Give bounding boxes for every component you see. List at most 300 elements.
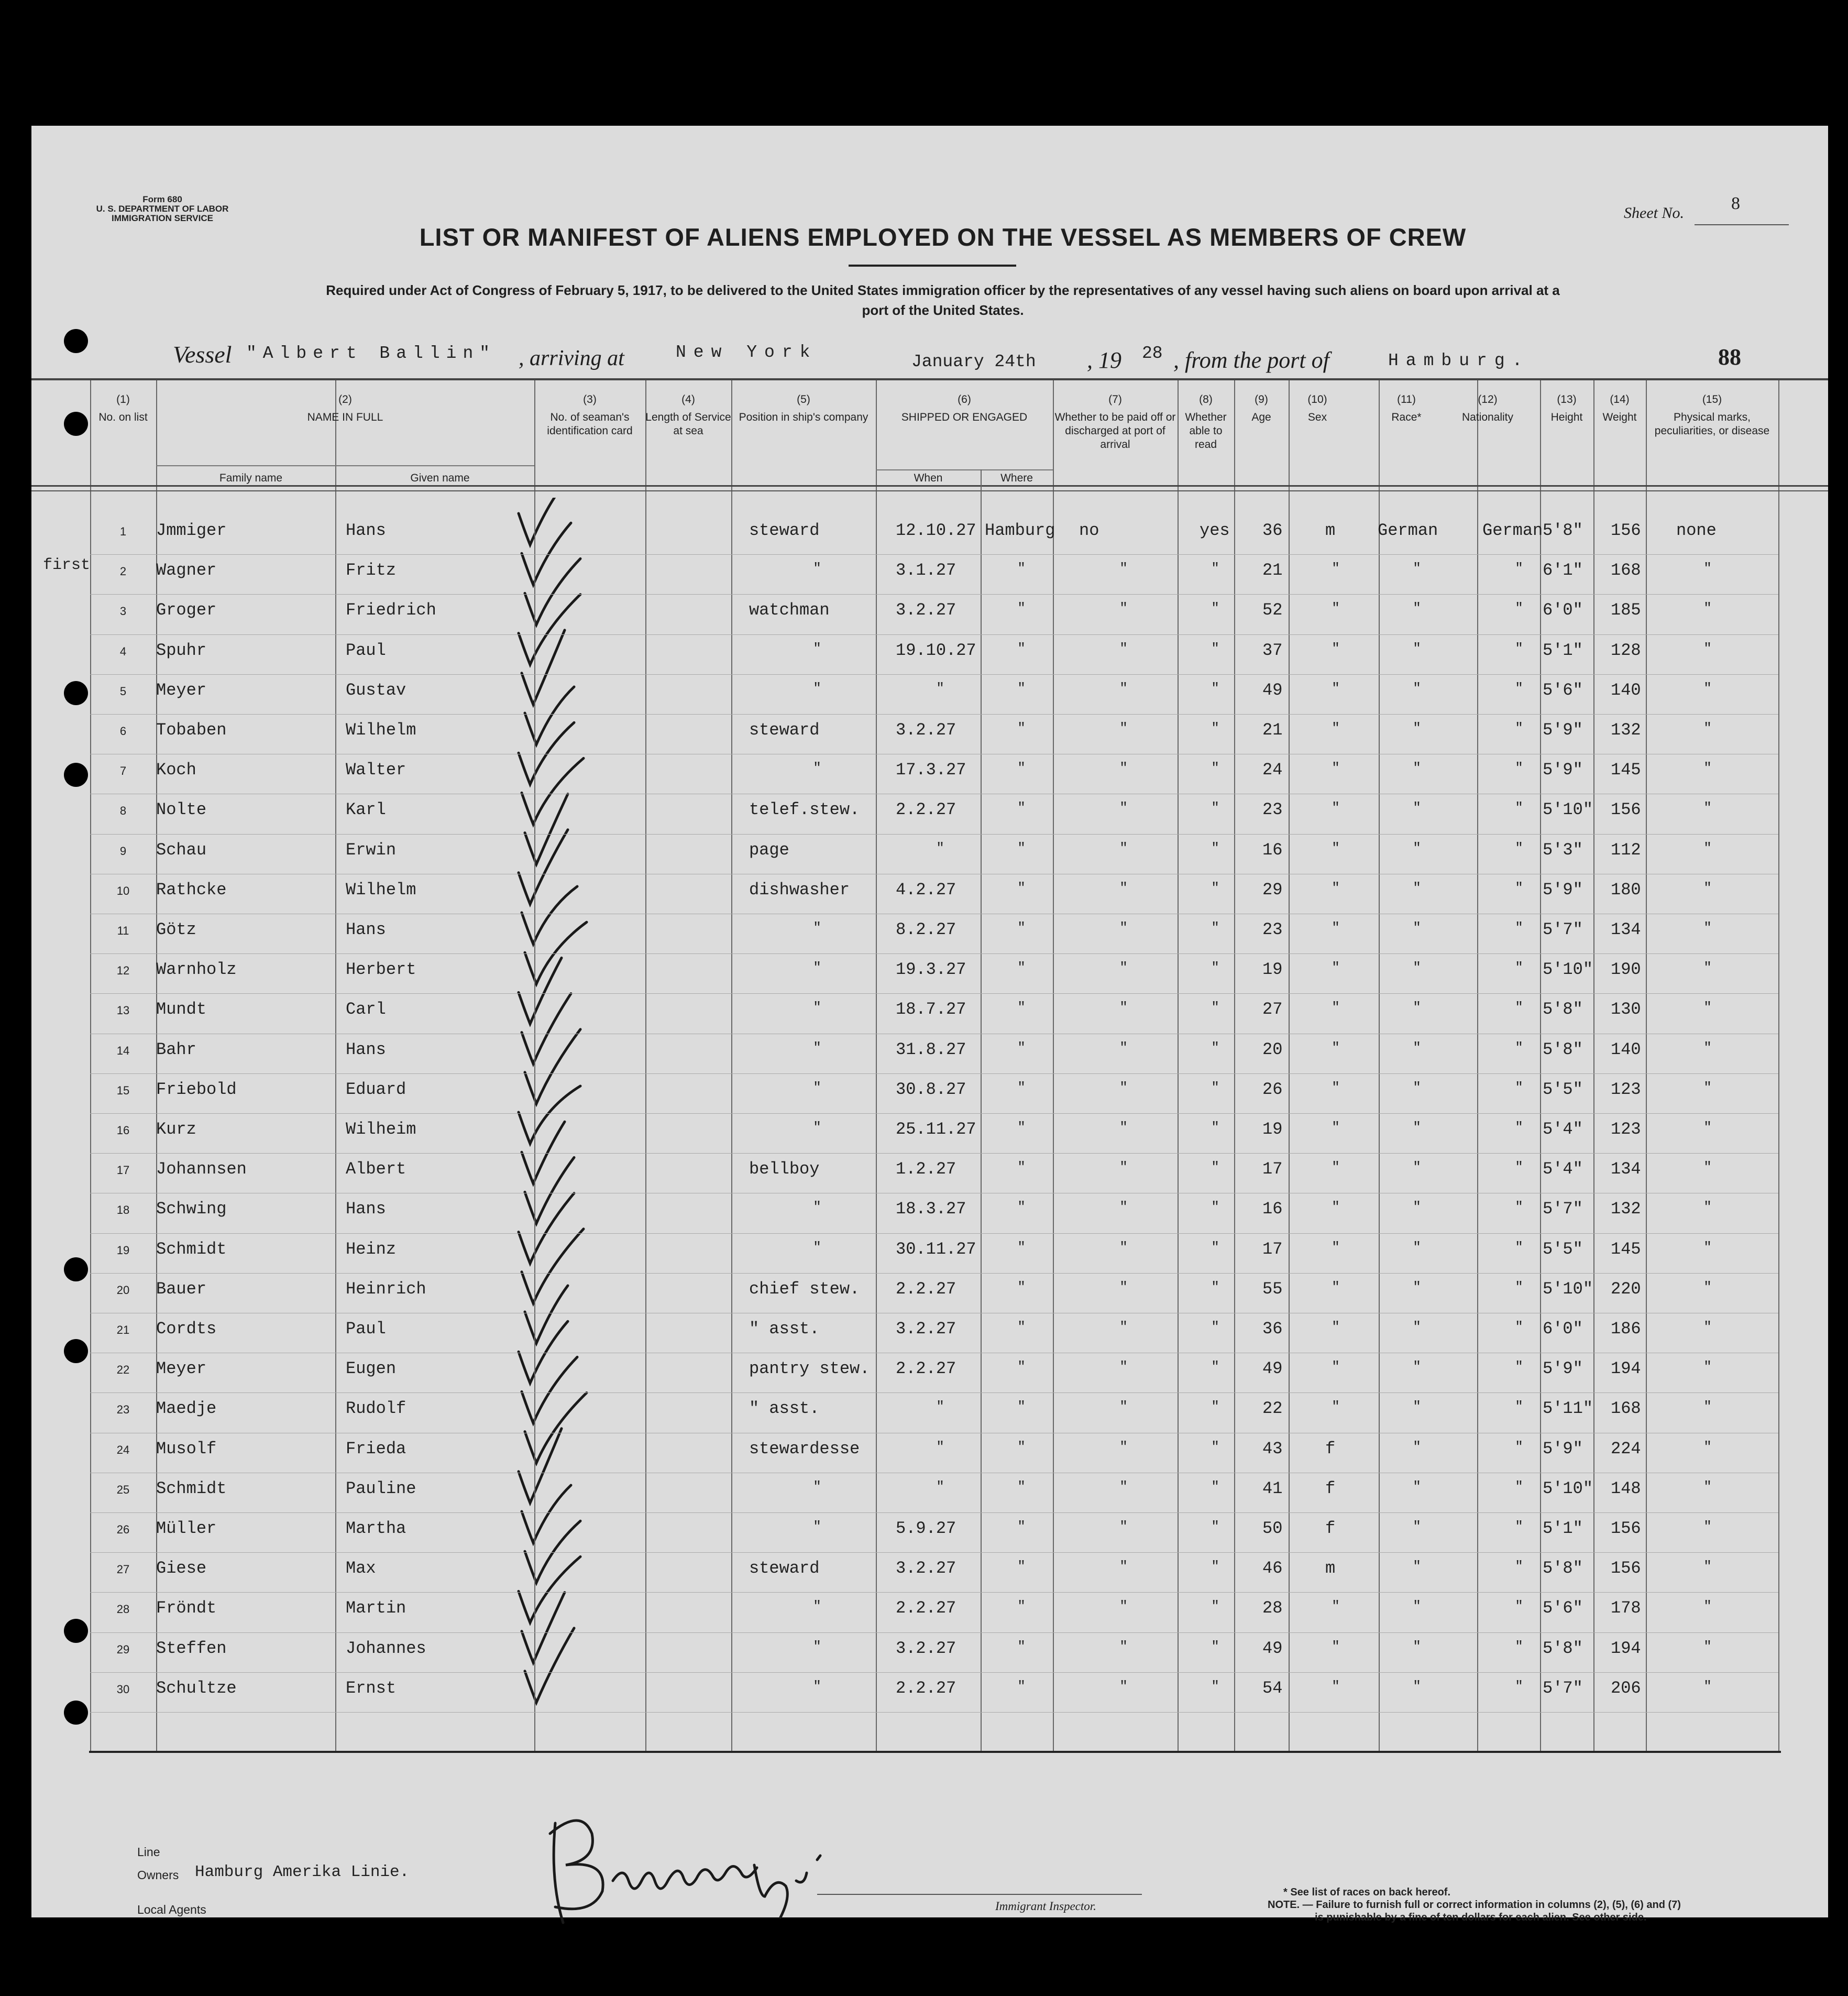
paid-off: ": [1119, 641, 1128, 656]
race: ": [1413, 840, 1421, 856]
arrival-date: January 24th: [911, 352, 1036, 371]
age: 17: [1262, 1159, 1283, 1179]
able-to-read: ": [1211, 1519, 1219, 1534]
nationality: ": [1515, 1279, 1523, 1295]
shipped-when: 3.2.27: [896, 1319, 956, 1339]
check-mark: [522, 1229, 584, 1303]
physical-marks: ": [1703, 1040, 1712, 1056]
age: 29: [1262, 880, 1283, 900]
able-to-read: ": [1211, 760, 1219, 776]
physical-marks: ": [1703, 641, 1712, 656]
row-number: 11: [117, 924, 129, 937]
physical-marks: ": [1703, 1080, 1712, 1095]
nationality: ": [1515, 1598, 1523, 1614]
able-to-read: ": [1211, 1639, 1219, 1654]
height: 5'9": [1543, 1359, 1583, 1378]
row-rule: [90, 1512, 1778, 1513]
paid-off: ": [1119, 1120, 1128, 1135]
row-number: 7: [119, 764, 127, 777]
table-bottom-rule: [89, 1751, 1781, 1753]
weight: 220: [1611, 1279, 1641, 1299]
able-to-read: ": [1211, 681, 1219, 696]
physical-marks: ": [1703, 1399, 1712, 1414]
position: ": [813, 1639, 821, 1654]
shipped-when: 1.2.27: [896, 1159, 956, 1179]
weight: 180: [1611, 880, 1641, 900]
nationality: ": [1515, 1559, 1523, 1574]
height: 5'3": [1543, 840, 1583, 860]
age: 24: [1262, 760, 1283, 780]
header-when: When: [914, 472, 943, 484]
row-number: 20: [116, 1284, 130, 1297]
shipped-where: ": [1017, 760, 1026, 776]
nationality: ": [1515, 561, 1523, 576]
department-name: U. S. DEPARTMENT OF LABOR: [96, 204, 229, 214]
column-number: (14): [1610, 393, 1630, 405]
sex: ": [1332, 1159, 1340, 1175]
race: ": [1413, 1199, 1421, 1215]
penalty-note: NOTE. — Failure to furnish full or correct information in columns (2), (5), (6) and (7): [1268, 1899, 1681, 1911]
family-name: Götz: [156, 920, 196, 939]
shipped-when: 3.1.27: [896, 561, 956, 580]
sex: ": [1332, 800, 1340, 816]
height: 5'4": [1543, 1159, 1583, 1179]
position: ": [813, 681, 821, 696]
position: ": [813, 920, 821, 936]
shipped-subheader-rule: [876, 469, 1053, 470]
sex: ": [1332, 1359, 1340, 1375]
shipped-when: 3.2.27: [896, 600, 956, 620]
shipped-where: ": [1017, 1279, 1026, 1295]
position: ": [813, 1240, 821, 1255]
weight: 140: [1611, 681, 1641, 700]
able-to-read: ": [1211, 1439, 1219, 1455]
punch-hole: [64, 681, 88, 705]
margin-note: first: [43, 556, 91, 574]
row-rule: [90, 953, 1778, 954]
able-to-read: ": [1211, 920, 1219, 936]
sex: ": [1332, 1279, 1340, 1295]
age: 43: [1262, 1439, 1283, 1458]
nationality: ": [1515, 1199, 1523, 1215]
age: 28: [1262, 1598, 1283, 1618]
row-number: 5: [119, 685, 127, 698]
race: ": [1413, 1559, 1421, 1574]
position: ": [813, 1199, 821, 1215]
physical-marks: ": [1703, 681, 1712, 696]
physical-marks: ": [1703, 1279, 1712, 1295]
family-name: Fröndt: [156, 1598, 217, 1618]
sex: ": [1332, 720, 1340, 736]
name-subheader-rule: [156, 465, 534, 466]
weight: 168: [1611, 1399, 1641, 1418]
header-sex: [1289, 393, 1346, 424]
inspector-label: Immigrant Inspector.: [995, 1900, 1096, 1913]
physical-marks: ": [1703, 1359, 1712, 1375]
shipped-when: 31.8.27: [896, 1040, 966, 1059]
column-number: (2): [338, 393, 352, 405]
given-name: Rudolf: [346, 1399, 406, 1418]
family-name: Musolf: [156, 1439, 217, 1458]
family-name: Steffen: [156, 1639, 227, 1658]
sex: ": [1332, 1598, 1340, 1614]
shipped-when: 2.2.27: [896, 1359, 956, 1378]
physical-marks: ": [1703, 1679, 1712, 1694]
header-bottom-rule: [31, 490, 1828, 491]
able-to-read: ": [1211, 1199, 1219, 1215]
race: ": [1413, 641, 1421, 656]
shipped-when: 30.8.27: [896, 1080, 966, 1099]
column-number: (15): [1702, 393, 1722, 405]
physical-marks: ": [1703, 920, 1712, 936]
shipped-when: 2.2.27: [896, 800, 956, 819]
header-weight: [1593, 393, 1646, 424]
list-number: 88: [1718, 344, 1741, 370]
height: 6'0": [1543, 600, 1583, 620]
physical-marks: ": [1703, 1519, 1712, 1534]
physical-marks: none: [1676, 521, 1717, 540]
check-mark: [525, 1286, 568, 1343]
header-physical-marks: [1646, 393, 1778, 438]
row-number: 26: [116, 1523, 130, 1536]
position: ": [813, 1598, 821, 1614]
check-mark: [522, 758, 584, 824]
sex: ": [1332, 1319, 1340, 1335]
column-number: (5): [797, 393, 810, 405]
nationality: ": [1515, 1080, 1523, 1095]
shipped-when: 2.2.27: [896, 1598, 956, 1618]
paid-off: ": [1119, 600, 1128, 616]
family-name: Schwing: [156, 1199, 227, 1219]
given-name: Carl: [346, 1000, 386, 1019]
age: 52: [1262, 600, 1283, 620]
weight: 156: [1611, 800, 1641, 819]
race: ": [1413, 681, 1421, 696]
check-mark: [525, 1628, 574, 1703]
column-number: (12): [1478, 393, 1498, 405]
nationality: ": [1515, 760, 1523, 776]
weight: 130: [1611, 1000, 1641, 1019]
owners-label: Owners: [137, 1868, 179, 1882]
height: 5'8": [1543, 521, 1583, 540]
weight: 123: [1611, 1120, 1641, 1139]
race: ": [1413, 1319, 1421, 1335]
position: ": [813, 1080, 821, 1095]
position: ": [813, 760, 821, 776]
paid-off: ": [1119, 760, 1128, 776]
age: 23: [1262, 800, 1283, 819]
check-mark: [522, 1593, 565, 1663]
height: 5'1": [1543, 641, 1583, 660]
row-number: 10: [116, 884, 130, 897]
shipped-where: ": [1017, 1120, 1026, 1135]
position: stewardesse: [749, 1439, 860, 1458]
column-label: Whether able to read: [1185, 411, 1227, 451]
nationality: ": [1515, 720, 1523, 736]
header-rule: [31, 378, 1828, 380]
race: ": [1413, 1399, 1421, 1414]
paid-off: ": [1119, 840, 1128, 856]
family-name: Friebold: [156, 1080, 237, 1099]
header-position: [731, 393, 876, 424]
column-label: Position in ship's company: [739, 411, 868, 423]
given-name: Paul: [346, 1319, 386, 1339]
position: telef.stew.: [749, 800, 860, 819]
punch-hole: [64, 1339, 88, 1363]
form-id: [94, 195, 230, 223]
family-name: Mundt: [156, 1000, 207, 1019]
given-name: Eduard: [346, 1080, 406, 1099]
paid-off: ": [1119, 1679, 1128, 1694]
height: 5'8": [1543, 1000, 1583, 1019]
sheet-number: 8: [1731, 194, 1740, 213]
given-name: Pauline: [346, 1479, 416, 1498]
weight: 168: [1611, 561, 1641, 580]
race: ": [1413, 1240, 1421, 1255]
shipped-where: ": [1017, 1479, 1026, 1495]
shipped-when: ": [936, 681, 944, 696]
family-name: Spuhr: [156, 641, 207, 660]
age: 54: [1262, 1679, 1283, 1698]
able-to-read: ": [1211, 1479, 1219, 1495]
age: 37: [1262, 641, 1283, 660]
paid-off: ": [1119, 1240, 1128, 1255]
age: 19: [1262, 1120, 1283, 1139]
shipped-where: ": [1017, 1598, 1026, 1614]
given-name: Fritz: [346, 561, 397, 580]
paid-off: ": [1119, 920, 1128, 936]
inspector-signature: [534, 1802, 828, 1933]
row-number: 12: [116, 964, 130, 977]
family-name: Tobaben: [156, 720, 227, 740]
given-name: Albert: [346, 1159, 406, 1179]
height: 6'0": [1543, 1319, 1583, 1339]
nationality: ": [1515, 880, 1523, 896]
height: 5'9": [1543, 880, 1583, 900]
row-rule: [90, 1712, 1778, 1713]
sex: ": [1332, 1399, 1340, 1414]
punch-hole: [64, 329, 88, 353]
paid-off: ": [1119, 960, 1128, 975]
shipped-where: ": [1017, 1679, 1026, 1694]
race: ": [1413, 1359, 1421, 1375]
shipped-where: ": [1017, 1159, 1026, 1175]
row-number: 3: [119, 605, 127, 618]
height: 5'10": [1543, 960, 1593, 979]
weight: 140: [1611, 1040, 1641, 1059]
age: 23: [1262, 920, 1283, 939]
weight: 132: [1611, 1199, 1641, 1219]
position: watchman: [749, 600, 830, 620]
paid-off: ": [1119, 681, 1128, 696]
weight: 190: [1611, 960, 1641, 979]
paid-off: ": [1119, 1479, 1128, 1495]
shipped-where: ": [1017, 1399, 1026, 1414]
height: 5'9": [1543, 720, 1583, 740]
shipped-when: 2.2.27: [896, 1279, 956, 1299]
physical-marks: ": [1703, 720, 1712, 736]
nationality: ": [1515, 1240, 1523, 1255]
height: 5'7": [1543, 1679, 1583, 1698]
row-number: 17: [116, 1164, 130, 1177]
paid-off: ": [1119, 561, 1128, 576]
physical-marks: ": [1703, 960, 1712, 975]
position: page: [749, 840, 789, 860]
position: bellboy: [749, 1159, 820, 1179]
race: ": [1413, 920, 1421, 936]
given-name: Hans: [346, 1040, 386, 1059]
row-rule: [90, 993, 1778, 994]
shipped-when: 19.3.27: [896, 960, 966, 979]
family-name: Groger: [156, 600, 217, 620]
nationality: ": [1515, 1639, 1523, 1654]
race: ": [1413, 760, 1421, 776]
header-family-name: Family name: [219, 472, 283, 484]
shipped-where: Hamburg: [985, 521, 1055, 540]
check-mark: [525, 1157, 574, 1223]
punch-hole: [64, 1619, 88, 1643]
shipped-when: 30.11.27: [896, 1240, 976, 1259]
header-nationality: [1425, 393, 1550, 424]
check-mark: [525, 794, 568, 864]
paid-off: ": [1119, 1519, 1128, 1534]
weight: 156: [1611, 1559, 1641, 1578]
nationality: ": [1515, 1040, 1523, 1056]
height: 5'5": [1543, 1080, 1583, 1099]
row-rule: [90, 834, 1778, 835]
vessel-label: Vessel: [173, 341, 232, 368]
race: ": [1413, 561, 1421, 576]
row-rule: [90, 1552, 1778, 1553]
given-name: Martin: [346, 1598, 406, 1618]
row-rule: [90, 634, 1778, 635]
paid-off: ": [1119, 1399, 1128, 1414]
height: 5'11": [1543, 1399, 1593, 1418]
race: German: [1378, 521, 1438, 540]
sex: f: [1325, 1439, 1336, 1458]
nationality: ": [1515, 681, 1523, 696]
voyage-line: [173, 341, 1786, 372]
weight: 132: [1611, 720, 1641, 740]
shipped-when: ": [936, 840, 944, 856]
nationality: ": [1515, 1479, 1523, 1495]
nationality: ": [1515, 800, 1523, 816]
row-rule: [90, 1592, 1778, 1593]
shipped-when: 8.2.27: [896, 920, 956, 939]
able-to-read: ": [1211, 1120, 1219, 1135]
shipped-where: ": [1017, 1199, 1026, 1215]
family-name: Giese: [156, 1559, 207, 1578]
header-id-card: [534, 393, 645, 438]
position: " asst.: [749, 1319, 820, 1339]
shipped-when: 4.2.27: [896, 880, 956, 900]
header-shipped-engaged: [876, 393, 1053, 424]
race: ": [1413, 1639, 1421, 1654]
given-name: Eugen: [346, 1359, 397, 1378]
age: 16: [1262, 840, 1283, 860]
family-name: Müller: [156, 1519, 217, 1538]
position: ": [813, 1040, 821, 1056]
weight: 112: [1611, 840, 1641, 860]
nationality: ": [1515, 1359, 1523, 1375]
column-number: (9): [1255, 393, 1268, 405]
column-label: Weight: [1602, 411, 1637, 423]
family-name: Maedje: [156, 1399, 217, 1418]
age: 36: [1262, 1319, 1283, 1339]
race: ": [1413, 1080, 1421, 1095]
nationality: ": [1515, 960, 1523, 975]
sex: ": [1332, 960, 1340, 975]
physical-marks: ": [1703, 1439, 1712, 1455]
title-rule: [849, 265, 1016, 267]
row-number: 30: [116, 1683, 130, 1696]
paid-off: ": [1119, 800, 1128, 816]
shipped-where: ": [1017, 720, 1026, 736]
height: 6'1": [1543, 561, 1583, 580]
header-no-on-list: [90, 393, 156, 424]
column-label: Age: [1251, 411, 1271, 423]
row-number: 21: [116, 1323, 130, 1336]
row-rule: [90, 1153, 1778, 1154]
column-label: Length of Service at sea: [645, 411, 731, 437]
column-rule: [1540, 380, 1541, 1751]
from-label: , from the port of: [1173, 347, 1329, 373]
column-label: Whether to be paid off or discharged at port of arrival: [1054, 411, 1176, 451]
position: steward: [749, 1559, 820, 1578]
nationality: ": [1515, 641, 1523, 656]
family-name: Bahr: [156, 1040, 196, 1059]
sex: ": [1332, 681, 1340, 696]
paid-off: ": [1119, 1000, 1128, 1015]
row-number: 28: [116, 1603, 130, 1616]
race: ": [1413, 800, 1421, 816]
column-rule: [876, 380, 877, 1751]
physical-marks: ": [1703, 1559, 1712, 1574]
nationality: ": [1515, 1519, 1523, 1534]
position: chief stew.: [749, 1279, 860, 1299]
able-to-read: ": [1211, 1598, 1219, 1614]
nationality: ": [1515, 920, 1523, 936]
given-name: Herbert: [346, 960, 416, 979]
shipped-where: ": [1017, 1519, 1026, 1534]
nationality: ": [1515, 1319, 1523, 1335]
check-mark: [522, 1485, 571, 1543]
family-name: Meyer: [156, 1359, 207, 1378]
shipped-when: 25.11.27: [896, 1120, 976, 1139]
given-name: Karl: [346, 800, 386, 819]
sheet-label: Sheet No.: [1624, 204, 1684, 222]
check-mark: [519, 1086, 580, 1144]
age: 36: [1262, 521, 1283, 540]
page-subtitle: [157, 280, 1729, 320]
shipped-when: 3.2.27: [896, 720, 956, 740]
shipped-when: ": [936, 1439, 944, 1455]
shipped-where: ": [1017, 1439, 1026, 1455]
sex: ": [1332, 1240, 1340, 1255]
column-rule: [1593, 380, 1594, 1751]
shipped-when: 18.3.27: [896, 1199, 966, 1219]
nationality: ": [1515, 1159, 1523, 1175]
nationality: ": [1515, 1000, 1523, 1015]
shipped-where: ": [1017, 561, 1026, 576]
row-rule: [90, 1233, 1778, 1234]
page-title: LIST OR MANIFEST OF ALIENS EMPLOYED ON THE VESSEL AS MEMBERS OF CREW: [419, 223, 1467, 251]
age: 20: [1262, 1040, 1283, 1059]
given-name: Frieda: [346, 1439, 406, 1458]
shipped-where: ": [1017, 641, 1026, 656]
line-label: Line: [137, 1845, 160, 1859]
row-number: 13: [116, 1004, 130, 1017]
